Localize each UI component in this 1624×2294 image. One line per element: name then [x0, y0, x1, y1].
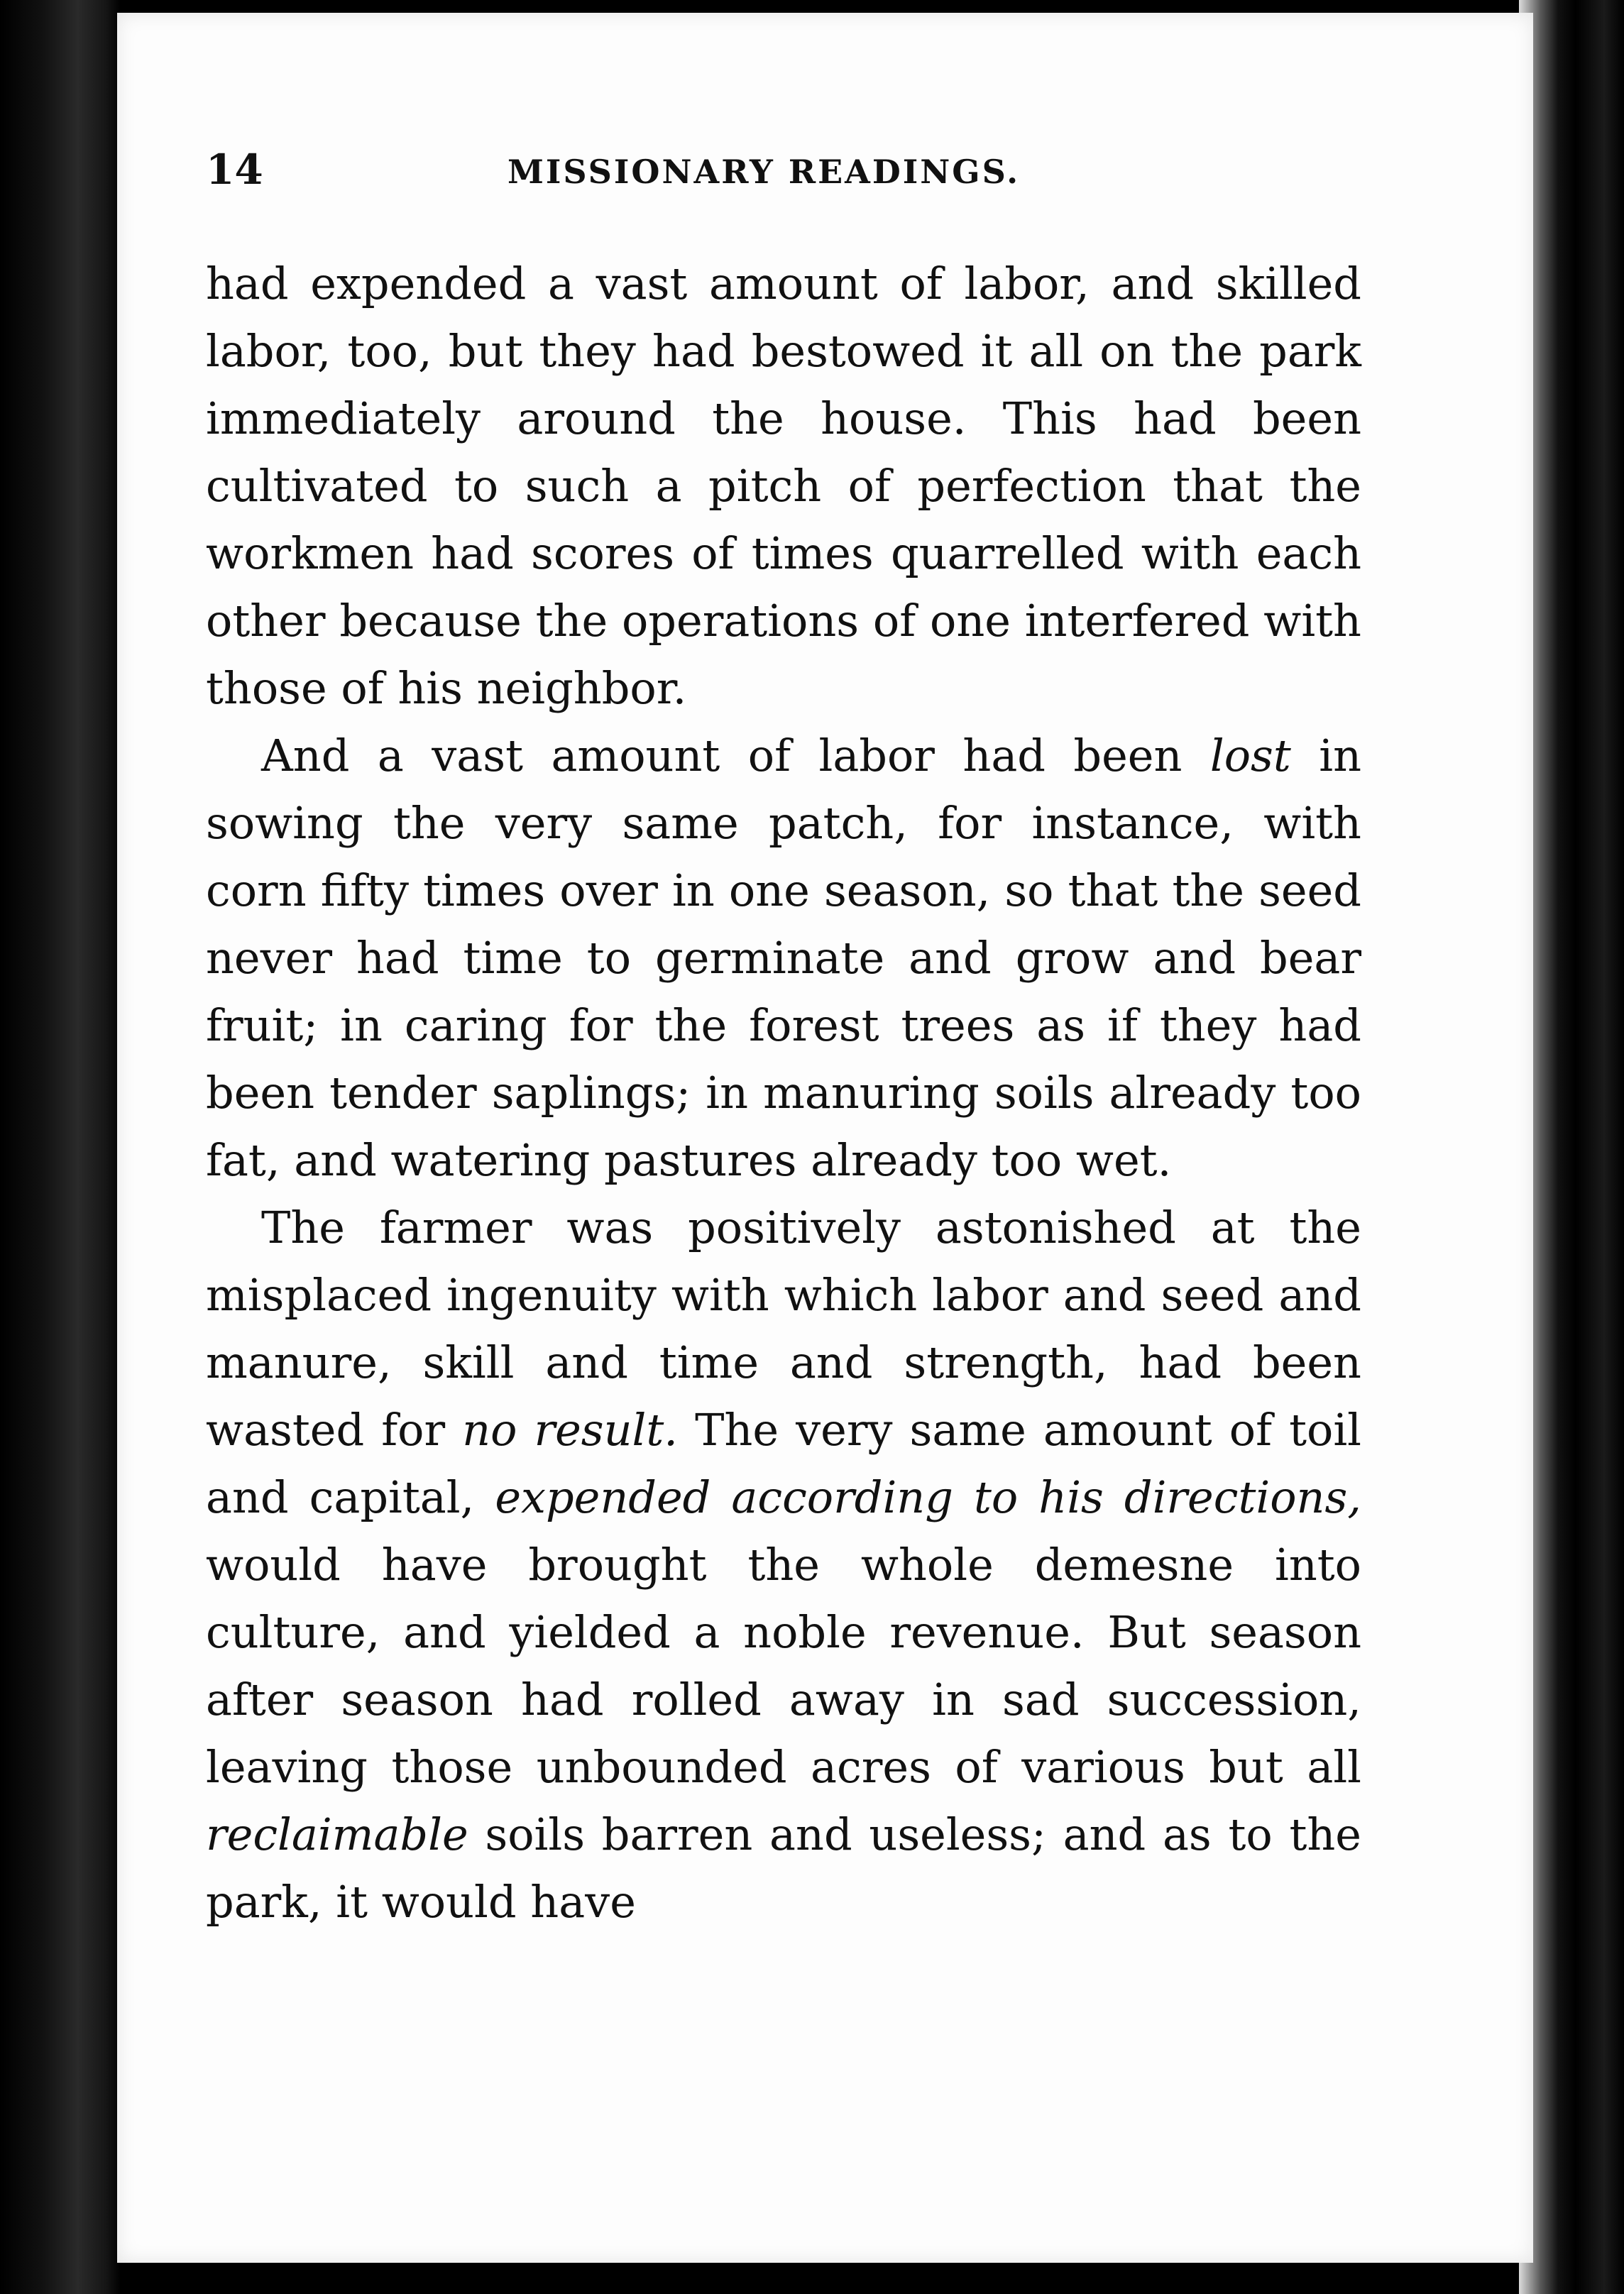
paragraph-2-text-b: in sowing the very same patch, for instance, with corn fifty times over in one season, so that the seed never had time to germinate and grow and bear fruit; in caring for the forest trees as if they had been tender saplings; in manuring soils already too fat, and watering pastures already too wet.: [206, 730, 1361, 1186]
page-number: 14: [206, 146, 263, 194]
paragraph-3-text-b: The very same amount of toil and capital,: [206, 1404, 1361, 1523]
paragraph-2: [206, 722, 1361, 1194]
paragraph-3: [206, 1194, 1361, 1936]
paragraph-3-italic-c: reclaimable: [206, 1809, 468, 1860]
running-head: MISSIONARY READINGS.: [508, 153, 1021, 191]
paragraph-3-text-c: would have brought the whole demesne into culture, and yielded a noble revenue. But season after season had rolled away in sad succession, leaving those unbounded acres of various but all: [206, 1539, 1361, 1793]
paragraph-3-text-a: The farmer was positively astonished at the misplaced ingenuity with which labor and seed and manure, skill and time and strength, had been wasted for: [206, 1202, 1361, 1456]
paragraph-3-italic-b: expended according to his directions,: [495, 1471, 1361, 1523]
paragraph-3-italic-a: no result.: [462, 1404, 679, 1456]
paragraph-3-text-d: soils barren and useless; and as to the park, it would have: [206, 1809, 1361, 1928]
paragraph-2-text-a: And a vast amount of labor had been: [261, 730, 1210, 781]
page-edge-shadow: [1519, 0, 1624, 2294]
paragraph-1-text: had expended a vast amount of labor, and skilled labor, too, but they had bestowed it all on the park immediately around the house. This had been cultivated to such a pitch of perfection that the workmen had scores of times quarrelled with each other because the operations of one interfered with those of his neighbor.: [206, 258, 1361, 714]
paragraph-2-italic: lost: [1209, 730, 1291, 781]
body-text: [206, 250, 1361, 1936]
page-header: [206, 146, 1342, 209]
book-binding-shadow: [0, 0, 121, 2294]
paragraph-1: [206, 250, 1361, 722]
